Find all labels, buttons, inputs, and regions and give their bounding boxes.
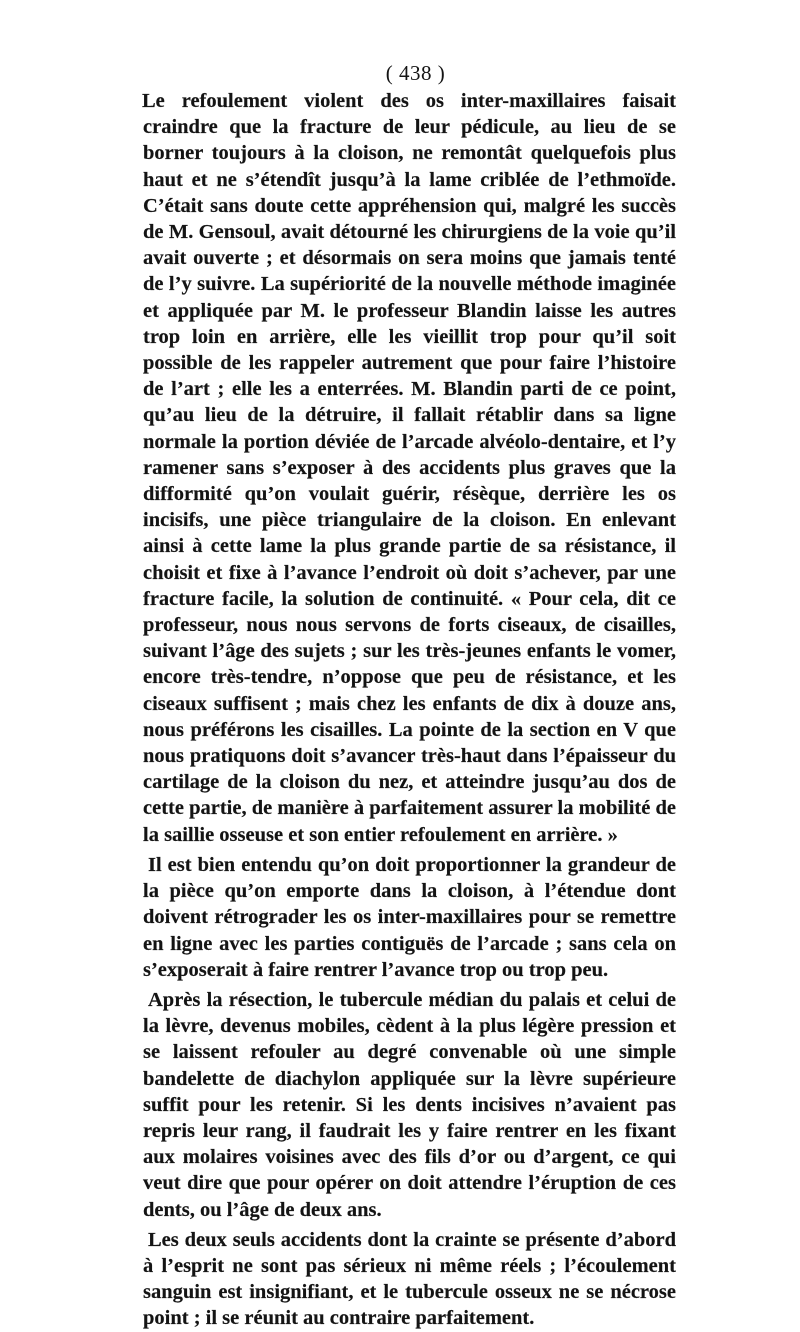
- paragraph-4: Les deux seuls accidents dont la crainte se présente d’abord à l’esprit ne sont pas sérieux ni même réels ; l’écoulement sanguin est insignifiant, et le tubercule osseux ne se nécrose point ; il se réunit au contraire parfaitement.: [143, 1228, 676, 1330]
- paragraph-1: Le refoulement violent des os inter-maxillaires faisait craindre que la fracture de leur pédicule, au lieu de se borner toujours à la cloison, ne remontât quelquefois plus haut et ne s’étendît jusqu’à la lame criblée de l’ethmoïde. C’était sans doute cette appréhension qui, malgré les succès de M. Gensoul, avait détourné les chirurgiens de la voie qu’il avait ouverte ; et désormais on sera moins que jamais tenté de l’y suivre. La supériorité de la nouvelle méthode imaginée et appliquée par M. le professeur Blandin laisse les autres trop loin en arrière, elle les vieillit trop pour qu’il soit possible de les rappeler autrement que pour faire l’histoire de l’art ; elle les a enterrées. M. Blandin parti de ce point, qu’au lieu de la détruire, il fallait rétablir dans sa ligne normale la portion déviée de l’arcade alvéolo-dentaire, et l’y ramener sans s’exposer à des accidents plus graves que la difformité qu’on voulait guérir, résèque, derrière les os incisifs, une pièce triangulaire de la cloison. En enlevant ainsi à cette lame la plus grande partie de sa résistance, il choisit et fixe à l’avance l’endroit où doit s’achever, par une fracture facile, la solution de continuité. « Pour cela, dit ce professeur, nous nous servons de forts ciseaux, de cisailles, suivant l’âge des sujets ; sur les très-jeunes enfants le vomer, encore très-tendre, n’oppose que peu de résistance, et les ciseaux suffisent ; mais chez les enfants de dix à douze ans, nous préférons les cisailles. La pointe de la section en V que nous pratiquons doit s’avancer très-haut dans l’épaisseur du cartilage de la cloison du nez, et atteindre jusqu’au dos de cette partie, de manière à parfaitement assurer la mobilité de la saillie osseuse et son entier refoulement en arrière. »: [142, 90, 676, 846]
- page-number: ( 438 ): [385, 61, 446, 85]
- paragraph-2: Il est bien entendu qu’on doit proportionner la grandeur de la pièce qu’on emporte dans la cloison, à l’étendue dont doivent rétrograder les os inter-maxillaires pour se remettre en ligne avec les parties contiguës de l’arcade ; sans cela on s’exposerait à faire rentrer l’avance trop ou trop peu.: [143, 853, 676, 981]
- book-page: [143, 60, 676, 1332]
- paragraph-3: Après la résection, le tubercule médian du palais et celui de la lèvre, devenus mobiles, cèdent à la plus légère pression et se laissent refouler au degré convenable où une simple bandelette de diachylon appliquée sur la lèvre supérieure suffit pour les retenir. Si les dents incisives n’avaient pas repris leur rang, il faudrait les y faire rentrer en les fixant aux molaires voisines avec des fils d’or ou d’argent, ce qui veut dire que pour opérer on doit attendre l’éruption de ces dents, ou l’âge de deux ans.: [143, 988, 676, 1221]
